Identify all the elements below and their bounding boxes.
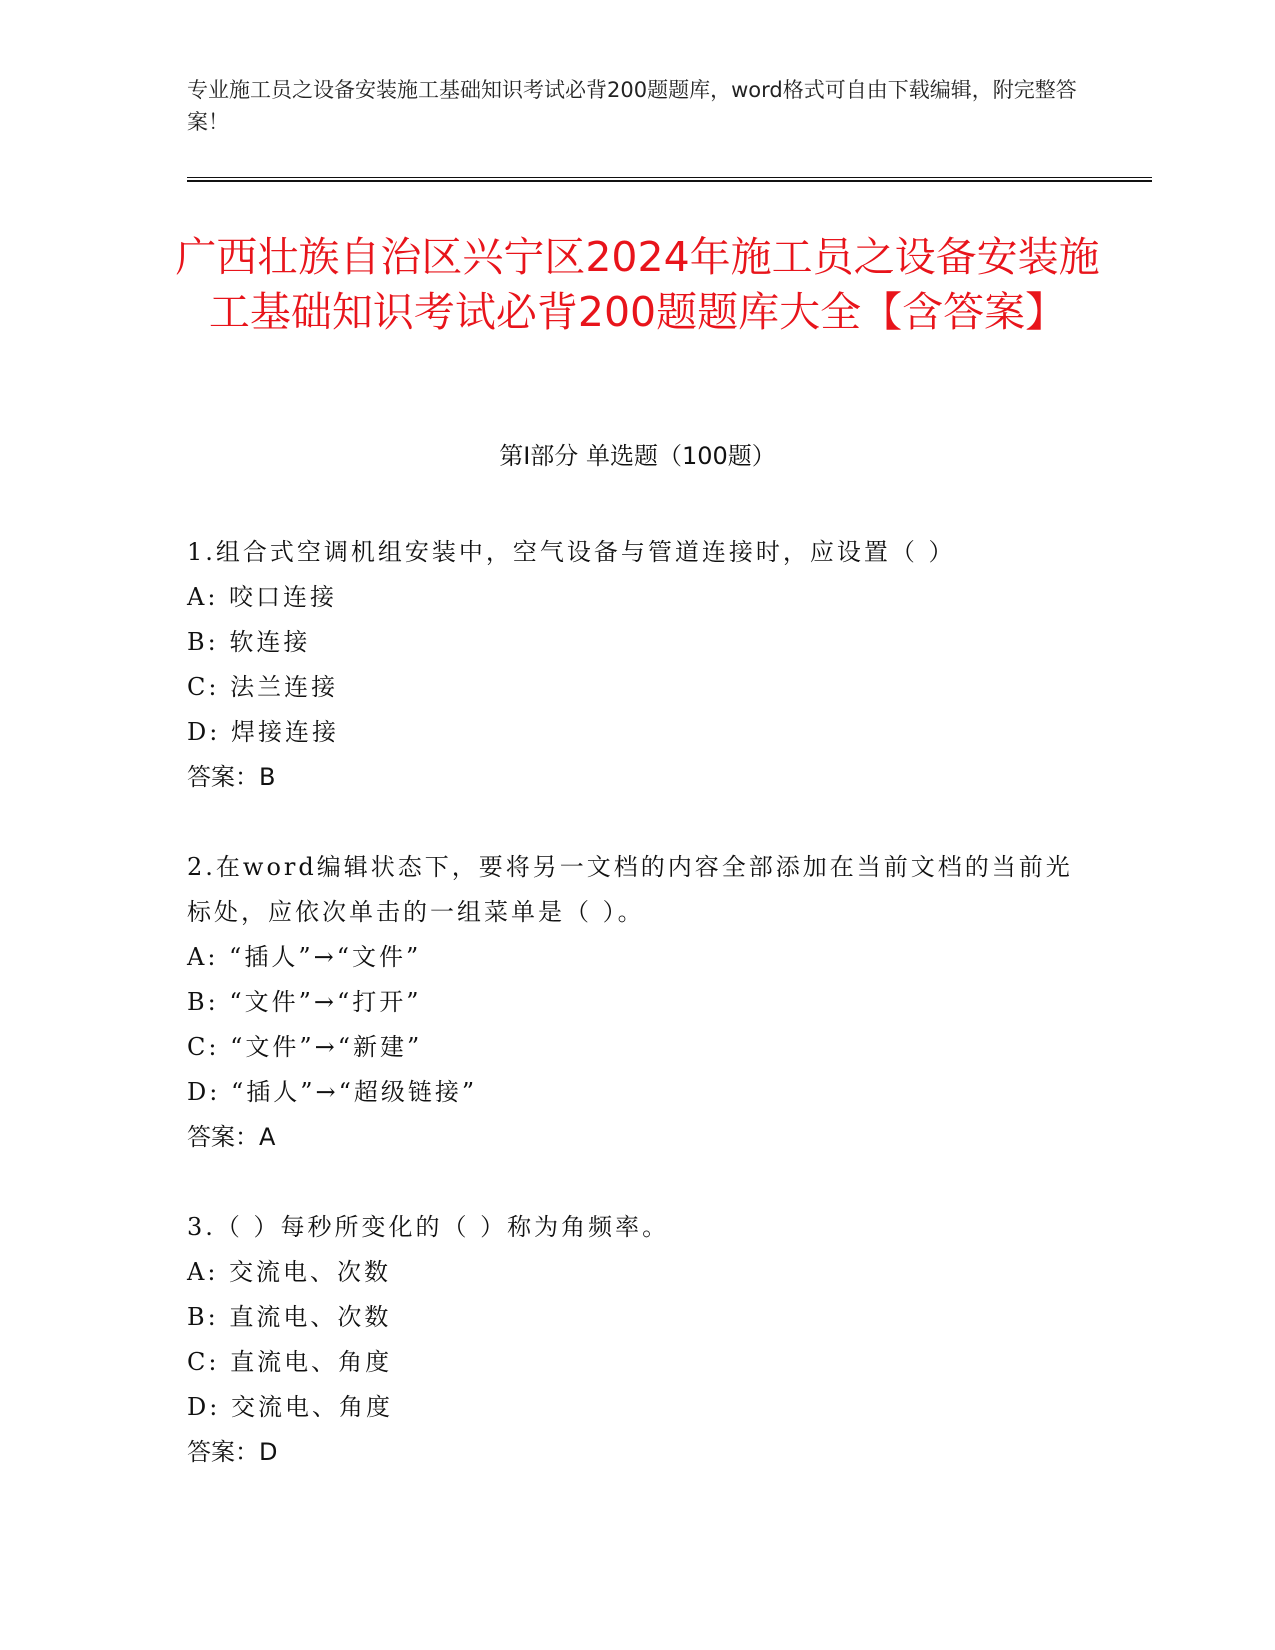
option-a: A: 交流电、次数 [187, 1258, 392, 1286]
option-a: A: “插人”→“文件” [187, 943, 422, 971]
question-list [187, 530, 1087, 1520]
question-3 [187, 1205, 1087, 1475]
section-title: 第I部分 单选题（100题） [499, 442, 776, 470]
option-d: D: “插人”→“超级链接” [187, 1078, 478, 1106]
option-c: C: 法兰连接 [187, 673, 339, 701]
header-divider-thick [187, 180, 1152, 182]
question-2 [187, 845, 1087, 1160]
option-c: C: 直流电、角度 [187, 1348, 393, 1376]
option-d: D: 焊接连接 [187, 718, 339, 746]
question-1 [187, 530, 1087, 800]
header-divider-thin [187, 177, 1152, 178]
header-note: 专业施工员之设备安装施工基础知识考试必背200题题库，word格式可自由下载编辑，附完整答案！ [187, 78, 1077, 134]
option-a: A: 咬口连接 [187, 583, 338, 611]
question-stem: 2.在word编辑状态下，要将另一文档的内容全部添加在当前文档的当前光标处，应依次单击的一组菜单是（ ）。 [187, 853, 1073, 926]
answer: 答案：B [187, 763, 276, 791]
question-stem: 1.组合式空调机组安装中，空气设备与管道连接时，应设置（ ） [187, 538, 956, 566]
option-b: B: 直流电、次数 [187, 1303, 392, 1331]
option-d: D: 交流电、角度 [187, 1393, 393, 1421]
question-stem: 3.（ ）每秒所变化的（ ）称为角频率。 [187, 1213, 670, 1241]
answer: 答案：A [187, 1123, 276, 1151]
answer: 答案：D [187, 1438, 278, 1466]
option-b: B: “文件”→“打开” [187, 988, 422, 1016]
option-b: B: 软连接 [187, 628, 311, 656]
option-c: C: “文件”→“新建” [187, 1033, 423, 1061]
document-title: 广西壮族自治区兴宁区2024年施工员之设备安装施工基础知识考试必背200题题库大全【含答案】 [175, 233, 1100, 336]
